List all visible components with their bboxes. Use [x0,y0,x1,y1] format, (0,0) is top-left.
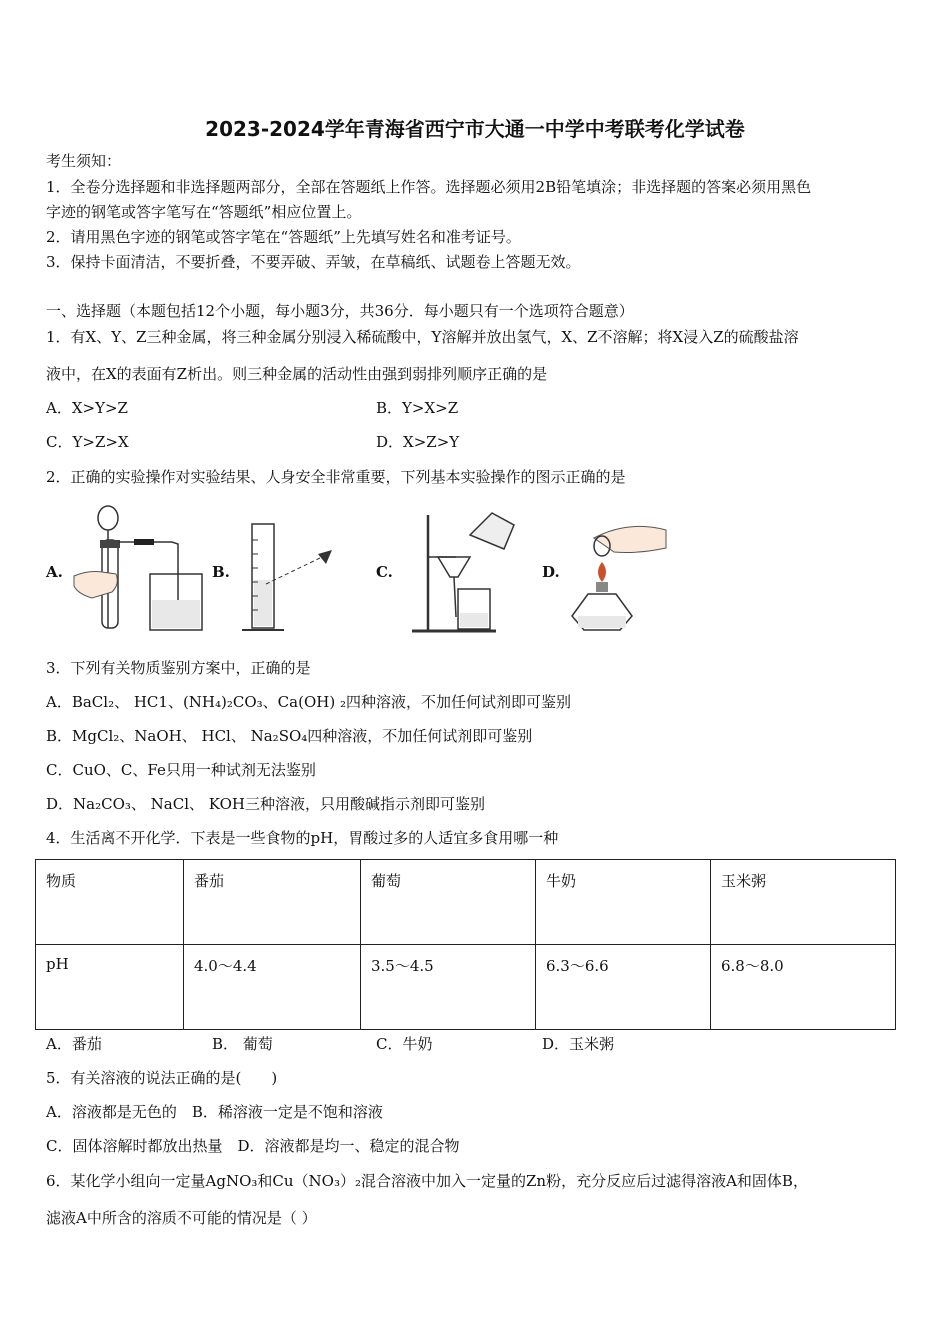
q2-fig-label-c: C. [376,563,393,581]
q5-stem: 5．有关溶液的说法正确的是( ) [46,1069,278,1087]
figure-a-airtightness-check [72,500,212,635]
q1-option-d: D．X>Z>Y [376,433,460,451]
q6-stem-line1: 6．某化学小组向一定量AgNO₃和Cu（NO₃）₂混合溶液中加入一定量的Zn粉，充分反应后过滤得溶液A和固体B， [46,1172,808,1190]
notice-item-1-cont: 字迹的钢笔或答字笔写在“答题纸”相应位置上。 [46,203,362,221]
q4-option-a: A．番茄 [46,1035,102,1053]
q6-stem-line2: 滤液A中所含的溶质不可能的情况是（ ） [46,1209,317,1227]
q1-option-c: C．Y>Z>X [46,433,129,451]
q1-option-b: B．Y>X>Z [376,399,459,417]
q1-stem-line2: 液中，在X的表面有Z析出。则三种金属的活动性由强到弱排列顺序正确的是 [46,365,548,383]
q1-stem-line1: 1．有X、Y、Z三种金属，将三种金属分别浸入稀硫酸中，Y溶解并放出氢气，X、Z不溶解；将X浸入Z的硫酸盐溶 [46,328,799,346]
q5-options-ab: A．溶液都是无色的 B．稀溶液一定是不饱和溶液 [46,1103,383,1121]
q5-options-cd: C．固体溶解时都放出热量 D．溶液都是均一、稳定的混合物 [46,1137,460,1155]
table-cell: 玉米粥 [711,860,896,945]
figure-d-alcohol-lamp [568,510,678,635]
q3-option-c: C．CuO、C、Fe只用一种试剂无法鉴别 [46,761,316,779]
table-cell: 3.5～4.5 [361,945,536,1030]
q3-stem: 3．下列有关物质鉴别方案中，正确的是 [46,659,311,677]
section-heading: 一、选择题（本题包括12个小题，每小题3分，共36分．每小题只有一个选项符合题意） [46,302,634,320]
table-cell: 牛奶 [536,860,711,945]
q4-stem: 4．生活离不开化学．下表是一些食物的pH，胃酸过多的人适宜多食用哪一种 [46,829,559,847]
q2-fig-label-a: A. [46,563,63,581]
table-cell: 6.8～8.0 [711,945,896,1030]
figure-b-cylinder-reading [236,520,336,635]
table-cell: 4.0～4.4 [184,945,361,1030]
q3-option-a: A．BaCl₂、 HC1、(NH₄)₂CO₃、Ca(OH) ₂四种溶液，不加任何试剂即可鉴别 [46,693,571,711]
q4-option-b: B． 葡萄 [212,1035,273,1053]
table-row [36,945,896,1030]
q2-stem: 2．正确的实验操作对实验结果、人身安全非常重要，下列基本实验操作的图示正确的是 [46,468,626,486]
exam-title: 2023-2024学年青海省西宁市大通一中学中考联考化学试卷 [205,117,745,141]
table-cell: pH [36,945,184,1030]
q1-option-a: A．X>Y>Z [46,399,128,417]
table-header-row [36,860,896,945]
q4-option-c: C．牛奶 [376,1035,433,1053]
q4-option-d: D．玉米粥 [542,1035,615,1053]
notice-heading: 考生须知： [46,152,122,170]
notice-item-1: 1．全卷分选择题和非选择题两部分，全部在答题纸上作答。选择题必须用2B铅笔填涂；非选择题的答案必须用黑色 [46,178,812,196]
table-cell: 番茄 [184,860,361,945]
table-cell: 物质 [36,860,184,945]
table-cell: 6.3～6.6 [536,945,711,1030]
figure-c-filtration [412,505,532,637]
table-cell: 葡萄 [361,860,536,945]
q3-option-d: D．Na₂CO₃、 NaCl、 KOH三种溶液，只用酸碱指示剂即可鉴别 [46,795,485,813]
notice-item-3: 3．保持卡面清洁，不要折叠，不要弄破、弄皱，在草稿纸、试题卷上答题无效。 [46,253,581,271]
notice-item-2: 2．请用黑色字迹的钢笔或答字笔在“答题纸”上先填写姓名和准考证号。 [46,228,521,246]
ph-table [35,859,896,1030]
q2-fig-label-d: D. [542,563,560,581]
q2-fig-label-b: B. [212,563,230,581]
q3-option-b: B．MgCl₂、NaOH、 HCl、 Na₂SO₄四种溶液，不加任何试剂即可鉴别 [46,727,533,745]
